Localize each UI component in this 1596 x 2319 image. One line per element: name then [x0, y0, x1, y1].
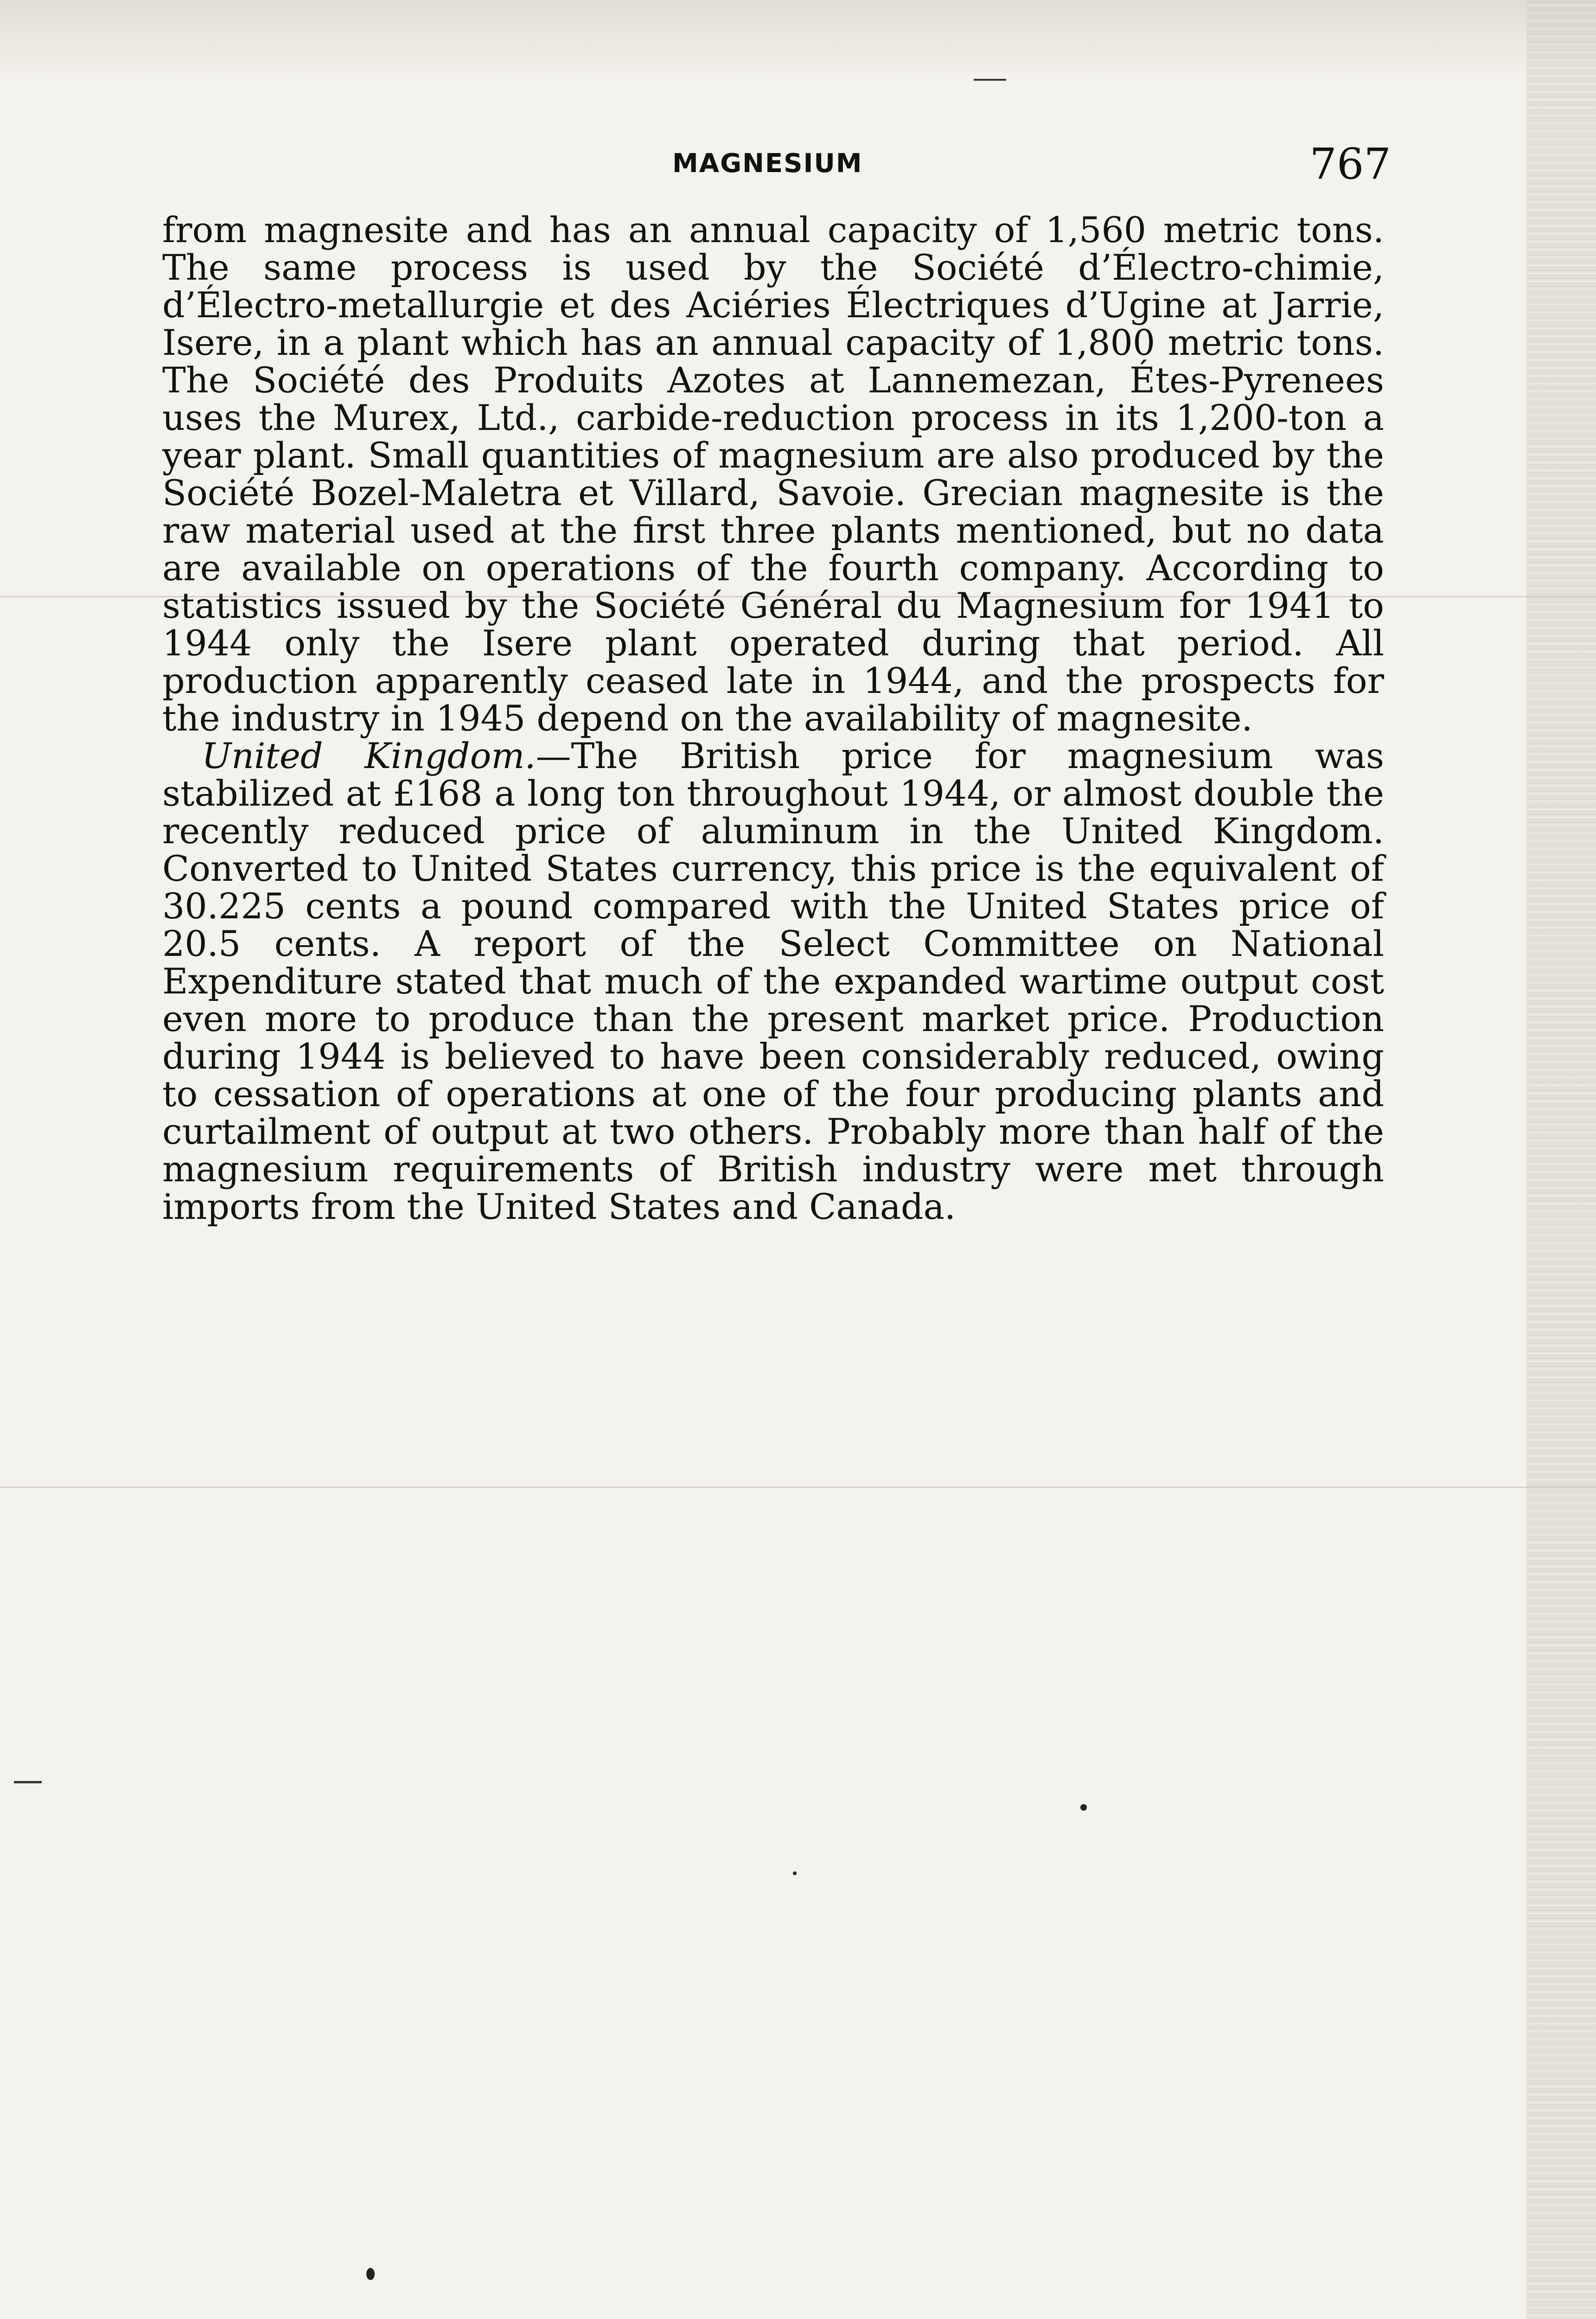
page-header — [162, 139, 1391, 190]
scan-noise-right-edge — [1526, 0, 1596, 2319]
scan-speck — [793, 1871, 797, 1875]
scan-speck — [366, 2268, 375, 2280]
scan-mark — [974, 79, 1006, 81]
paragraph-united-kingdom — [162, 737, 1384, 1225]
paragraph-france: from magnesite and has an annual capacity of 1,560 metric tons. The same process is used by the Société d’Électro-chimie, d’Électro-metallurgie et des Aciéries Électriques d’Ugine at Jarrie, Isere, in a plant which has an annual capacity of 1,800 metric tons. The Société des Produits Azotes at Lannemezan, Étes-Pyrenees uses the Murex, Ltd., carbide-reduction process in its 1,200-ton a year plant. Small quantities of magnesium are also produced by the Société Bozel-Maletra et Villard, Savoie. Grecian magnesite is the raw material used at the first three plants mentioned, but no data are available on operations of the fourth company. According to statistics issued by the Société Général du Magnesium for 1941 to 1944 only the Isere plant operated during that period. All production apparently ceased late in 1944, and the prospects for the industry in 1945 depend on the availability of magnesite. — [162, 209, 1384, 739]
paragraph-united-kingdom-text: —The British price for magnesium was stabilized at £168 a long ton throughout 1944, or almost double the recently reduced price of aluminum in the United Kingdom. Converted to United States currency, this price is the equivalent of 30.225 cents a pound compared with the United States price of 20.5 cents. A report of the Select Committee on National Expenditure stated that much of the expanded wartime output cost even more to produce than the present market price. Production during 1944 is believed to have been considerably reduced, owing to cessation of operations at one of the four producing plants and curtailment of output at two others. Probably more than half of the magnesium requirements of British industry were met through imports from the United States and Canada. — [162, 735, 1384, 1227]
section-heading-united-kingdom: United Kingdom. — [202, 735, 536, 776]
scan-artifact-line — [0, 1486, 1596, 1488]
scan-speck — [1080, 1804, 1087, 1811]
scan-mark — [14, 1781, 42, 1783]
scan-noise-top — [0, 0, 1596, 79]
running-head: MAGNESIUM — [672, 148, 863, 179]
body-text — [162, 211, 1384, 1225]
page-number: 767 — [1309, 139, 1391, 189]
